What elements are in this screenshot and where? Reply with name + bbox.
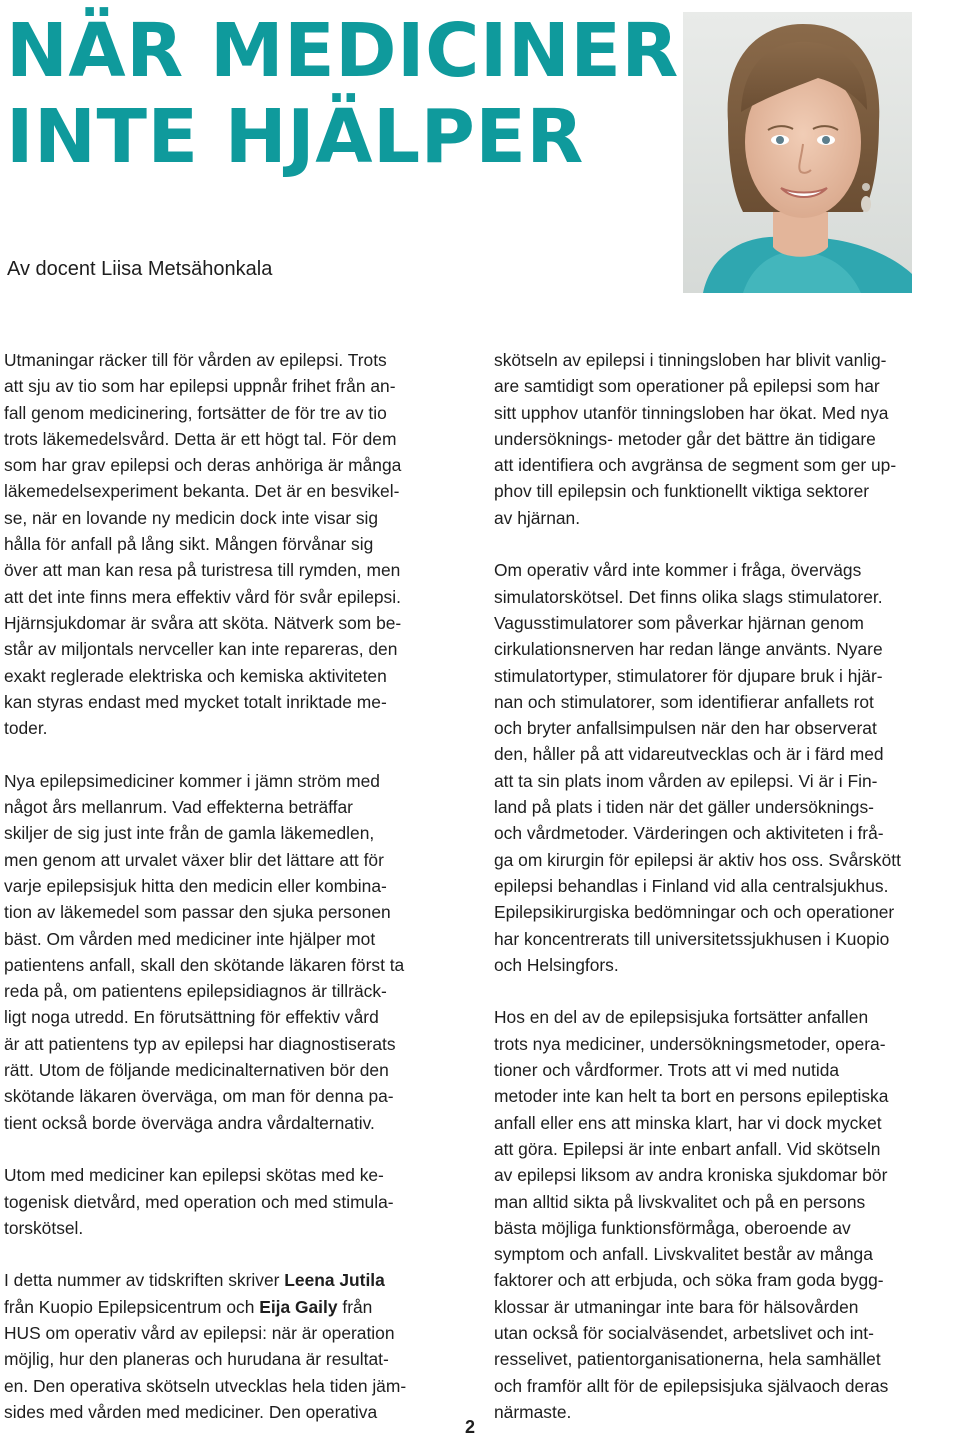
text-line: och Helsingfors.: [494, 954, 619, 975]
author-byline: Av docent Liisa Metsähonkala: [7, 258, 273, 280]
text-line: se, när en lovande ny medicin dock inte visar sig: [4, 507, 379, 528]
text-run: I detta nummer av tidskriften skriver: [4, 1270, 285, 1291]
text-line: bästa möjliga funktionsförmåga, oberoende av: [494, 1217, 851, 1238]
text-line: man alltid sikta på livskvalitet och på en persons: [494, 1191, 866, 1212]
text-line: läkemedelsexperiment bekanta. Det är en besvikel-: [4, 481, 400, 502]
text-run: från Kuopio Epilepsicentrum och: [4, 1296, 260, 1317]
text-line: trots läkemedelsvård. Detta är ett högt tal. För dem: [4, 428, 397, 449]
text-line: toder.: [4, 718, 48, 739]
right-column: [494, 347, 956, 1451]
text-line: Hos en del av de epilepsisjuka fortsätter anfallen: [494, 1007, 869, 1028]
text-line: möjlig, hur den planeras och hurudana är resultat-: [4, 1349, 389, 1370]
text-line: faktorer och att erbjuda, och söka fram goda bygg-: [494, 1270, 884, 1291]
text-line: Epilepsikirurgiska bedömningar och och operationer: [494, 902, 895, 923]
text-line: står av miljontals nervceller kan inte repareras, den: [4, 639, 398, 660]
text-line: fall genom medicinering, fortsätter de för tre av tio: [4, 402, 387, 423]
text-line: exakt reglerade elektriska och kemiska aktiviteten: [4, 665, 387, 686]
text-line: hålla för anfall på lång sikt. Mången förvånar sig: [4, 534, 374, 555]
text-line: sides med vården med mediciner. Den operativa: [4, 1401, 378, 1422]
text-line: något års mellanrum. Vad effekterna beträffar: [4, 797, 353, 818]
text-line: bäst. Om vården med mediciner inte hjälper mot: [4, 928, 376, 949]
text-line: HUS om operativ vård av epilepsi: när är operation: [4, 1322, 395, 1343]
text-line: cirkulationsnerven har redan länge använts. Nyare: [494, 639, 883, 660]
text-line: togenisk dietvård, med operation och med stimula-: [4, 1191, 394, 1212]
text-line: tioner och vårdformer. Trots att vi med nutida: [494, 1060, 840, 1081]
text-line: har koncentrerats till universitetssjukhusen i Kuopio: [494, 928, 890, 949]
text-line: stimulatortyper, stimulatorer för djupare bruk i hjär-: [494, 665, 883, 686]
text-line: patientens anfall, skall den skötande läkaren först ta: [4, 954, 405, 975]
paragraph: [4, 1162, 466, 1241]
text-line: Utom med mediciner kan epilepsi skötas med ke-: [4, 1165, 384, 1186]
author-name-eija-gaily: Eija Gaily: [259, 1296, 338, 1317]
paragraph: [494, 557, 956, 978]
text-line: över att man kan resa på turistresa till rymden, men: [4, 560, 401, 581]
text-line: Utmaningar räcker till för vården av epilepsi. Trots: [4, 350, 387, 370]
text-line: Om operativ vård inte kommer i fråga, övervägs: [494, 560, 862, 581]
text-line: rätt. Utom de följande medicinalternativen bör den: [4, 1060, 389, 1081]
text-line: resselivet, patientorganisationerna, hela samhället: [494, 1349, 881, 1370]
text-line: av epilepsi liksom av andra kroniska sjukdomar bör: [494, 1165, 888, 1186]
paragraph: [494, 1004, 956, 1425]
text-line: kan styras endast med mycket totalt inriktade me-: [4, 691, 387, 712]
text-line: ligt noga utredd. En förutsättning för effektiv vård: [4, 1007, 379, 1028]
text-line: skiljer de sig just inte från de gamla läkemedlen,: [4, 823, 375, 844]
text-line: ga om kirurgin för epilepsi är aktiv hos oss. Svårskött: [494, 849, 901, 870]
text-line: torskötsel.: [4, 1217, 84, 1238]
paragraph: [4, 347, 466, 741]
text-line: närmaste.: [494, 1401, 572, 1422]
text-line: [4, 1294, 466, 1320]
text-line: simulatorskötsel. Det finns olika slags stimulatorer.: [494, 586, 883, 607]
paragraph: [4, 1267, 466, 1425]
text-line: anfall eller ens att minska klart, har vi dock mycket: [494, 1112, 882, 1133]
text-line: att identifiera och avgränsa de segment som ger up-: [494, 455, 897, 476]
article-title: [6, 8, 679, 180]
text-line: reda på, om patientens epilepsidiagnos är tillräck-: [4, 981, 387, 1002]
portrait-photo-icon: [683, 12, 912, 293]
text-line: en. Den operativa skötseln utvecklas hela tiden jäm-: [4, 1375, 407, 1396]
text-line: are samtidigt som operationer på epilepsi som har: [494, 376, 880, 397]
text-line: tient också borde överväga andra vårdalternativ.: [4, 1112, 375, 1133]
text-line: varje epilepsisjuk hitta den medicin eller kombina-: [4, 875, 387, 896]
text-line: Vagusstimulatorer som påverkar hjärnan genom: [494, 612, 864, 633]
text-line: men genom att urvalet växer blir det lättare att för: [4, 849, 384, 870]
text-run: från: [337, 1296, 373, 1317]
left-column: [4, 347, 466, 1451]
text-line: att göra. Epilepsi är inte enbart anfall. Vid skötseln: [494, 1138, 881, 1159]
text-line: och vårdmetoder. Värderingen och aktiviteten i frå-: [494, 823, 884, 844]
text-line: epilepsi behandlas i Finland vid alla centralsjukhus.: [494, 875, 889, 896]
text-line: nan och stimulatorer, som identifierar anfallets rot: [494, 691, 874, 712]
title-line-2: INTE HJÄLPER: [6, 94, 584, 180]
text-line: att det inte finns mera effektiv vård för svår epilepsi.: [4, 586, 401, 607]
title-line-1: NÄR MEDICINER: [6, 8, 679, 94]
text-line: phov till epilepsin och funktionellt viktiga sektorer: [494, 481, 870, 502]
text-line: land på plats i tiden när det gäller undersöknings-: [494, 797, 874, 818]
text-line: är att patientens typ av epilepsi har diagnostiserats: [4, 1033, 396, 1054]
text-line: tion av läkemedel som passar den sjuka personen: [4, 902, 391, 923]
text-line: symptom och anfall. Livskvalitet består av många: [494, 1244, 873, 1265]
text-line: och bryter anfallsimpulsen när den har observerat: [494, 718, 877, 739]
text-line: trots nya mediciner, undersökningsmetoder, opera-: [494, 1033, 886, 1054]
paragraph: [4, 768, 466, 1136]
text-line: skötseln av epilepsi i tinningsloben har blivit vanlig-: [494, 350, 887, 370]
text-line: av hjärnan.: [494, 507, 581, 528]
author-portrait-photo: [683, 12, 912, 293]
text-line: klossar är utmaningar inte bara för hälsovården: [494, 1296, 859, 1317]
text-line: undersöknings- metoder går det bättre än tidigare: [494, 428, 876, 449]
text-line: att ta sin plats inom vården av epilepsi. Vi är i Fin-: [494, 770, 878, 791]
text-line: metoder inte kan helt ta bort en persons epileptiska: [494, 1086, 889, 1107]
text-line: som har grav epilepsi och deras anhöriga är många: [4, 455, 402, 476]
text-line: Hjärnsjukdomar är svåra att sköta. Nätverk som be-: [4, 612, 402, 633]
paragraph: [494, 347, 956, 531]
author-name-leena-jutila: Leena Jutila: [284, 1270, 385, 1291]
text-line: [4, 1267, 466, 1293]
text-line: att sju av tio som har epilepsi uppnår frihet från an-: [4, 376, 396, 397]
text-line: skötande läkaren överväga, om man för denna pa-: [4, 1086, 394, 1107]
text-line: sitt upphov utanför tinningsloben har ökat. Med nya: [494, 402, 889, 423]
text-line: och framför allt för de epilepsisjuka självaoch deras: [494, 1375, 889, 1396]
text-line: den, håller på att vidareutvecklas och är i färd med: [494, 744, 884, 765]
text-line: utan också för socialväsendet, arbetslivet och int-: [494, 1322, 874, 1343]
text-line: Nya epilepsimediciner kommer i jämn ström med: [4, 770, 380, 791]
page-number: 2: [465, 1417, 476, 1437]
